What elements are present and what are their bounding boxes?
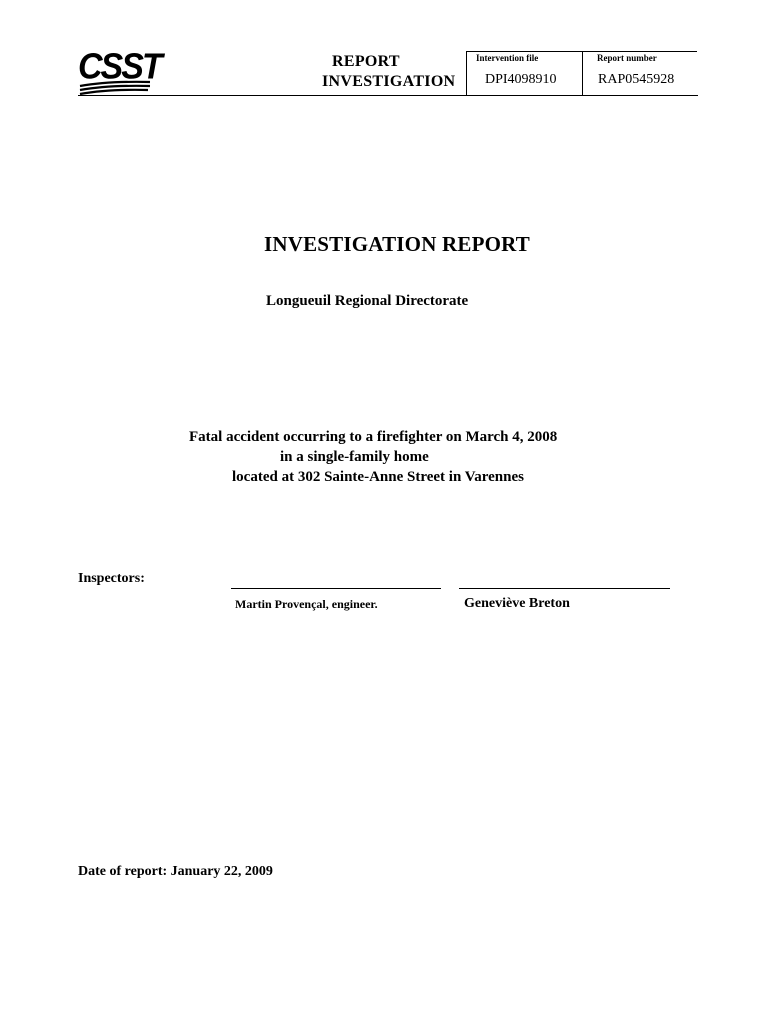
csst-logo — [78, 47, 161, 98]
document-type-line-1: REPORT — [332, 53, 400, 70]
subject-line-2: in a single-family home — [280, 449, 429, 465]
subject-line-1: Fatal accident occurring to a firefighter on March 4, 2008 — [189, 429, 558, 445]
subject-line-3: located at 302 Sainte-Anne Street in Varennes — [232, 469, 524, 485]
report-date: Date of report: January 22, 2009 — [78, 864, 273, 879]
directorate: Longueuil Regional Directorate — [266, 293, 469, 309]
header-box-divider — [582, 51, 583, 95]
report-number-label: Report number — [597, 53, 657, 63]
logo-text: CSST — [78, 47, 161, 87]
report-number-value: RAP0545928 — [598, 72, 675, 87]
signature-line-2 — [459, 588, 670, 589]
inspector-name-2: Geneviève Breton — [464, 596, 570, 611]
logo-swoosh-icon — [78, 47, 161, 98]
intervention-file-label: Intervention file — [476, 53, 539, 63]
inspectors-label: Inspectors: — [78, 571, 145, 586]
header-rule — [78, 95, 698, 96]
header-box-left-border — [466, 51, 467, 95]
inspector-name-1: Martin Provençal, engineer. — [235, 597, 378, 611]
document-type-line-2: INVESTIGATION — [322, 73, 456, 90]
signature-line-1 — [231, 588, 441, 589]
report-title: INVESTIGATION REPORT — [263, 232, 530, 256]
intervention-file-value: DPI4098910 — [485, 72, 557, 87]
